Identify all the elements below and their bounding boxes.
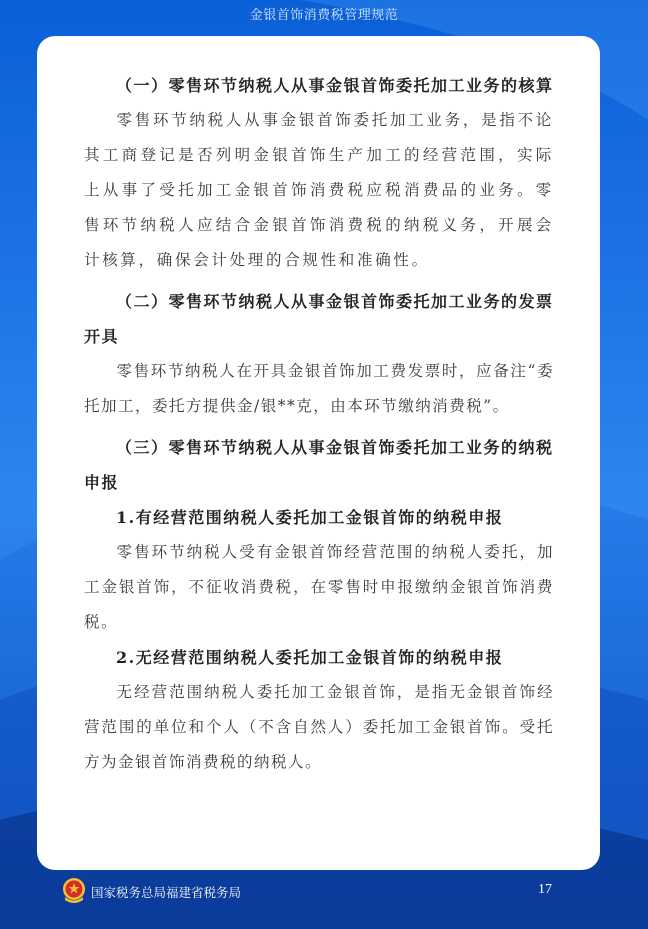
subsection-heading-1: 1.有经营范围纳税人委托加工金银首饰的纳税申报 <box>116 508 504 527</box>
subsection-heading-2: 2.无经营范围纳税人委托加工金银首饰的纳税申报 <box>116 648 504 667</box>
footer-organization: 国家税务总局福建省税务局 <box>91 885 242 900</box>
tax-emblem-icon <box>62 877 86 903</box>
subsection-paragraph-1: 零售环节纳税人受有金银首饰经营范围的纳税人委托，加工金银首饰，不征收消费税，在零售时申报缴纳金银首饰消费税。 <box>84 543 554 631</box>
page-number: 17 <box>538 882 552 897</box>
section-paragraph-1: 零售环节纳税人从事金银首饰委托加工业务，是指不论其工商登记是否列明金银首饰生产加工的经营范围，实际上从事了受托加工金银首饰消费税应税消费品的业务。零售环节纳税人应结合金银首饰消费税的纳税义务，开展会计核算，确保会计处理的合规性和准确性。 <box>84 111 554 269</box>
section-heading-1: （一）零售环节纳税人从事金银首饰委托加工业务的核算 <box>116 76 554 95</box>
section-heading-2: （二）零售环节纳税人从事金银首饰委托加工业务的发票开具 <box>84 292 554 346</box>
section-paragraph-2: 零售环节纳税人在开具金银首饰加工费发票时，应备注“委托加工，委托方提供金/银**克，由本环节缴纳消费税”。 <box>84 362 554 415</box>
subsection-paragraph-2: 无经营范围纳税人委托加工金银首饰，是指无金银首饰经营范围的单位和个人（不含自然人）委托加工金银首饰。受托方为金银首饰消费税的纳税人。 <box>84 683 554 771</box>
page-header-title: 金银首饰消费税管理规范 <box>249 8 399 23</box>
page-footer <box>0 870 648 929</box>
content-card <box>37 36 600 870</box>
section-heading-3: （三）零售环节纳税人从事金银首饰委托加工业务的纳税申报 <box>84 438 554 492</box>
